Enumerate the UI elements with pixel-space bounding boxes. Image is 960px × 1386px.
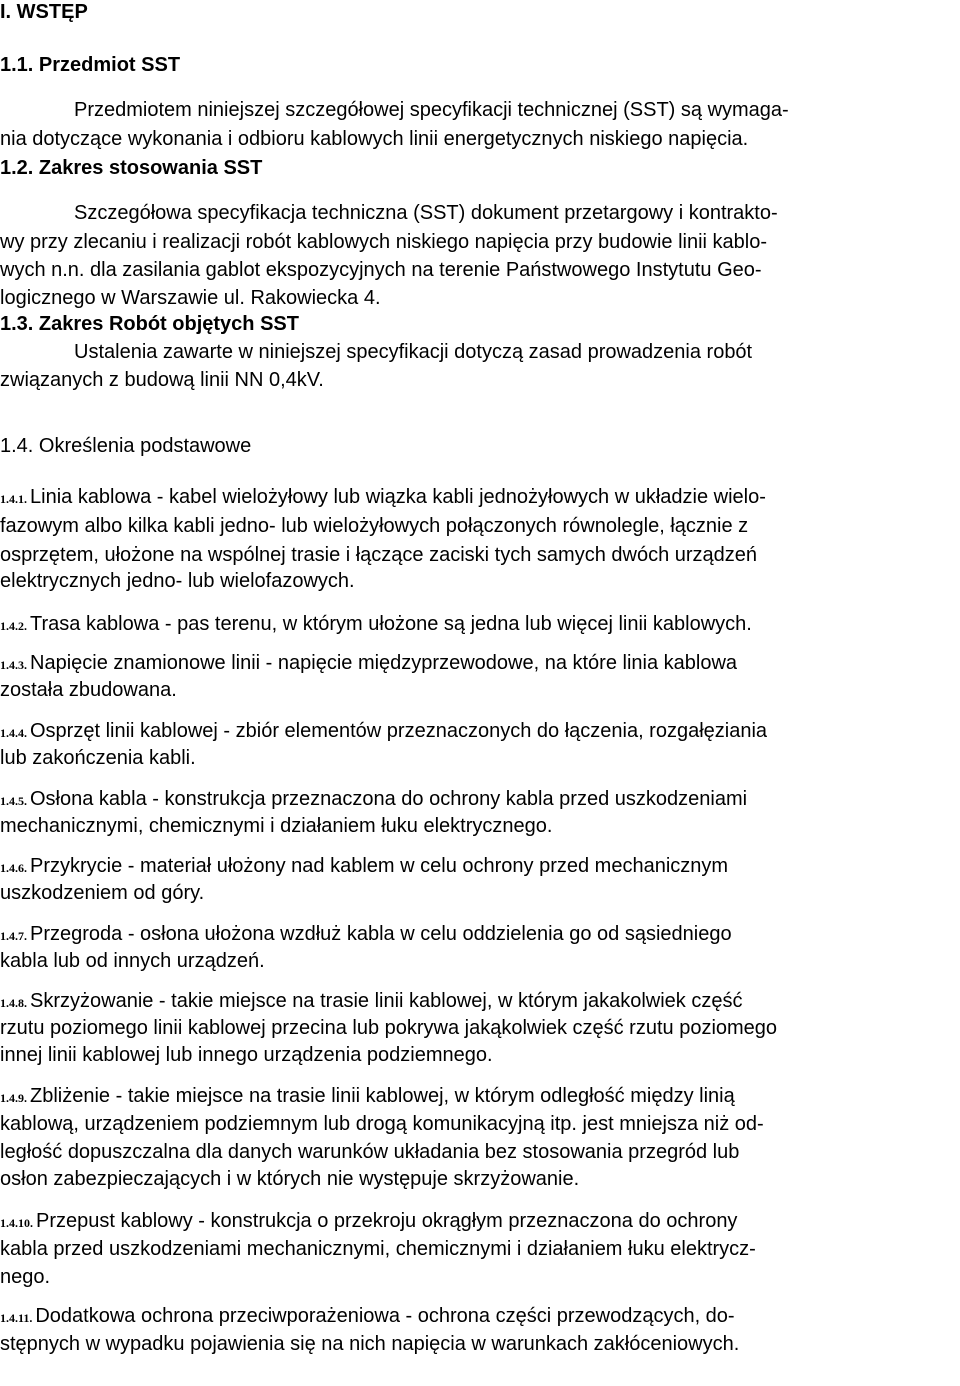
definition-number: 1.4.5.	[0, 794, 27, 808]
definition-text: Skrzyżowanie - takie miejsce na trasie linii kablowej, w którym jakakolwiek część	[30, 990, 743, 1012]
definition-line	[0, 484, 766, 512]
definition-text: Osprzęt linii kablowej - zbiór elementów przeznaczonych do łączenia, rozgałęziania	[30, 720, 768, 742]
definition-line	[0, 650, 737, 678]
definition-number: 1.4.11.	[0, 1311, 33, 1325]
definition-line: uszkodzeniem od góry.	[0, 882, 205, 904]
paragraph-line: nia dotyczące wykonania i odbioru kablowych linii energetycznych niskiego napięcia.	[0, 128, 749, 150]
definition-line	[0, 611, 752, 639]
definition-number: 1.4.4.	[0, 726, 27, 740]
definition-line: lub zakończenia kabli.	[0, 747, 196, 769]
definition-line	[0, 1208, 737, 1236]
definition-line: kabla przed uszkodzeniami mechanicznymi, chemicznymi i działaniem łuku elektrycz-	[0, 1238, 756, 1260]
definition-text: Przykrycie - materiał ułożony nad kablem w celu ochrony przed mechanicznym	[30, 855, 729, 877]
definition-line	[0, 988, 742, 1016]
definition-line: mechanicznymi, chemicznymi i działaniem łuku elektrycznego.	[0, 815, 553, 837]
paragraph-line: logicznego w Warszawie ul. Rakowiecka 4.	[0, 287, 381, 309]
definition-line: kabla lub od innych urządzeń.	[0, 950, 265, 972]
definition-text: Napięcie znamionowe linii - napięcie międzyprzewodowe, na które linia kablowa	[30, 652, 738, 674]
definition-line: ległość dopuszczalna dla danych warunków układania bez stosowania przegród lub	[0, 1141, 740, 1163]
definition-text: Zbliżenie - takie miejsce na trasie linii kablowej, w którym odległość między linią	[30, 1085, 735, 1107]
definition-line	[0, 786, 747, 814]
paragraph-line: Szczegółowa specyfikacja techniczna (SST) dokument przetargowy i kontrakto-	[74, 202, 778, 224]
definition-number: 1.4.7.	[0, 929, 27, 943]
definition-line: stępnych w wypadku pojawienia się na nich napięcia w warunkach zakłóceniowych.	[0, 1333, 740, 1355]
definition-line: nego.	[0, 1266, 51, 1288]
chapter-heading: I. WSTĘP	[0, 1, 88, 23]
paragraph-line: wych n.n. dla zasilania gablot ekspozycyjnych na terenie Państwowego Instytutu Geo-	[0, 259, 762, 281]
section-heading-1-1: 1.1. Przedmiot SST	[0, 54, 181, 76]
definition-number: 1.4.3.	[0, 658, 27, 672]
definition-line	[0, 1083, 735, 1111]
definition-text: Osłona kabla - konstrukcja przeznaczona do ochrony kabla przed uszkodzeniami	[30, 788, 748, 810]
section-heading-1-2: 1.2. Zakres stosowania SST	[0, 157, 263, 179]
definition-number: 1.4.8.	[0, 996, 27, 1010]
definition-line	[0, 921, 732, 949]
definition-line: została zbudowana.	[0, 679, 177, 701]
definition-text: Trasa kablowa - pas terenu, w którym ułożone są jedna lub więcej linii kablowych.	[30, 613, 752, 635]
definition-line: rzutu poziomego linii kablowej przecina lub pokrywa jakąkolwiek część rzutu poziomego	[0, 1017, 778, 1039]
definition-line: osprzętem, ułożone na wspólnej trasie i łączące zaciski tych samych dwóch urządzeń	[0, 544, 758, 566]
definition-number: 1.4.9.	[0, 1091, 27, 1105]
definition-line	[0, 853, 728, 881]
definition-line	[0, 1303, 735, 1331]
definition-line: elektrycznych jedno- lub wielofazowych.	[0, 570, 355, 592]
definition-line: fazowym albo kilka kabli jedno- lub wielożyłowych połączonych równolegle, łącznie z	[0, 515, 749, 537]
paragraph-line: Ustalenia zawarte w niniejszej specyfikacji dotyczą zasad prowadzenia robót	[74, 341, 753, 363]
paragraph-line: wy przy zlecaniu i realizacji robót kablowych niskiego napięcia przy budowie linii kablo-	[0, 231, 768, 253]
definition-number: 1.4.1.	[0, 492, 27, 506]
definition-number: 1.4.6.	[0, 861, 27, 875]
definition-line: innej linii kablowej lub innego urządzenia podziemnego.	[0, 1044, 493, 1066]
definition-text: Przepust kablowy - konstrukcja o przekroju okrągłym przeznaczona do ochrony	[36, 1210, 738, 1232]
paragraph-line: Przedmiotem niniejszej szczegółowej specyfikacji technicznej (SST) są wymaga-	[74, 99, 789, 121]
definition-line: kablową, urządzeniem podziemnym lub drogą komunikacyjną itp. jest mniejsza niż od-	[0, 1113, 764, 1135]
definition-text: Przegroda - osłona ułożona wzdłuż kabla w celu oddzielenia go od sąsiedniego	[30, 923, 732, 945]
definition-text: Linia kablowa - kabel wielożyłowy lub wiązka kabli jednożyłowych w układzie wielo-	[30, 486, 766, 508]
section-heading-1-3: 1.3. Zakres Robót objętych SST	[0, 313, 299, 335]
definition-number: 1.4.2.	[0, 619, 27, 633]
definition-line: osłon zabezpieczających i w których nie występuje skrzyżowanie.	[0, 1168, 580, 1190]
definition-number: 1.4.10.	[0, 1216, 33, 1230]
section-heading-1-4: 1.4. Określenia podstawowe	[0, 435, 252, 457]
definition-line	[0, 718, 767, 746]
paragraph-line: związanych z budową linii NN 0,4kV.	[0, 369, 324, 391]
definition-text: Dodatkowa ochrona przeciwporażeniowa - ochrona części przewodzących, do-	[35, 1305, 735, 1327]
